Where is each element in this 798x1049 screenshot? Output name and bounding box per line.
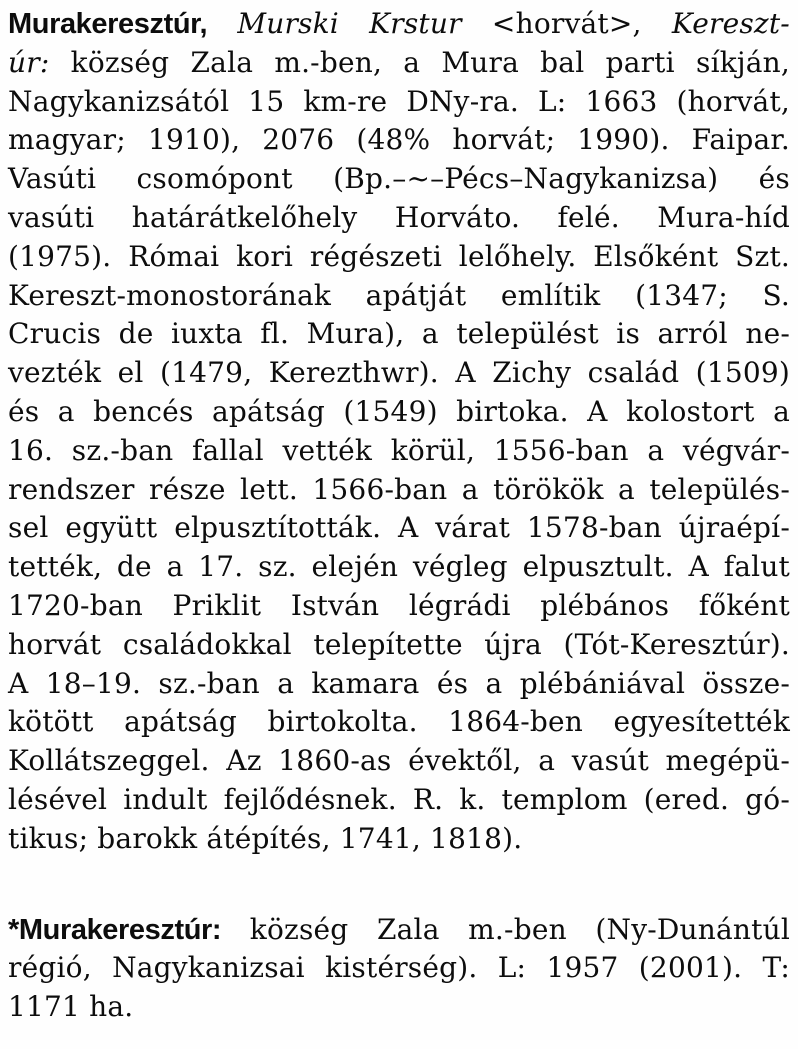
- italic-text: Kereszt-: [671, 7, 790, 40]
- text-line: [8, 949, 790, 988]
- body-text: tették, de a 17. sz. elején végleg elpusztult. A falut: [8, 550, 790, 584]
- body-text: község Zala m.-ben, a Mura bal parti síkján,: [49, 45, 790, 79]
- text-line: [8, 911, 790, 950]
- body-text: sel együtt elpusztították. A várat 1578-ban újraépí-: [8, 511, 790, 545]
- body-text: Kollátszeggel. Az 1860-as évektől, a vasút megépü-: [8, 744, 790, 778]
- text-line: [8, 199, 790, 238]
- text-line: [8, 703, 790, 742]
- text-line: [8, 988, 790, 1027]
- text-line: [8, 626, 790, 665]
- headword-text: *Murakeresztúr:: [8, 913, 222, 946]
- body-text: rendszer része lett. 1566-ban a törökök a település-: [8, 472, 790, 506]
- text-line: [8, 277, 790, 316]
- body-text: horvát családokkal telepítette újra (Tót-Keresztúr).: [8, 627, 790, 661]
- body-text: község Zala m.-ben (Ny-Dunántúl: [221, 912, 790, 946]
- body-text: 1171 ha.: [8, 990, 134, 1024]
- text-line: [8, 354, 790, 393]
- text-line: [8, 548, 790, 587]
- body-text: tikus; barokk átépítés, 1741, 1818).: [8, 821, 523, 855]
- text-line: [8, 587, 790, 626]
- text-line: [8, 432, 790, 471]
- body-text: (1975). Római kori régészeti lelőhely. Elsőként Szt.: [8, 239, 790, 273]
- text-line: [8, 471, 790, 510]
- body-text: régió, Nagykanizsai kistérség). L: 1957 (2001). T:: [8, 951, 790, 985]
- headword-text: Murakeresztúr,: [8, 8, 208, 40]
- body-text: Vasúti csomópont (Bp.–~–Pécs–Nagykanizsa) és: [8, 162, 790, 196]
- text-line: [8, 665, 790, 704]
- text-line: [8, 820, 790, 859]
- body-text: 16. sz.-ban fallal vették körül, 1556-ban a végvár-: [8, 433, 790, 467]
- text-line: [8, 121, 790, 160]
- text-line: [8, 509, 790, 548]
- text-line: [8, 83, 790, 122]
- italic-text: Murski Krstur: [237, 7, 462, 40]
- body-text: Nagykanizsától 15 km-re DNy-ra. L: 1663 (horvát,: [8, 84, 790, 118]
- body-text: 1720-ban Priklit István légrádi plébános főként: [8, 588, 790, 622]
- text-line: [8, 5, 790, 44]
- body-text: vezték el (1479, Kerezthwr). A Zichy család (1509): [8, 356, 790, 390]
- body-text: és a bencés apátság (1549) birtoka. A kolostort a: [8, 394, 790, 428]
- text-line: [8, 44, 790, 83]
- body-text: Crucis de iuxta fl. Mura), a települést is arról ne-: [8, 317, 790, 351]
- text-line: [8, 742, 790, 781]
- body-text: kötött apátság birtokolta. 1864-ben egyesítették: [8, 705, 790, 739]
- text-line: [8, 315, 790, 354]
- text-line: [8, 781, 790, 820]
- entry-main: [8, 5, 790, 859]
- body-text: magyar; 1910), 2076 (48% horvát; 1990). Faipar.: [8, 123, 790, 157]
- body-text: <horvát>,: [461, 7, 672, 40]
- entry-secondary: [8, 911, 790, 1027]
- text-line: [8, 160, 790, 199]
- body-text: vasúti határátkelőhely Horváto. felé. Mura-híd: [8, 200, 790, 234]
- italic-text: úr:: [8, 45, 50, 79]
- body-text: lésével indult fejlődésnek. R. k. templom (ered. gó-: [8, 782, 790, 816]
- body-text: A 18–19. sz.-ban a kamara és a plébániával össze-: [8, 666, 790, 700]
- body-text: Kereszt-monostorának apátját említik (1347; S.: [8, 278, 790, 312]
- body-text: [207, 7, 237, 40]
- text-line: [8, 238, 790, 277]
- text-line: [8, 393, 790, 432]
